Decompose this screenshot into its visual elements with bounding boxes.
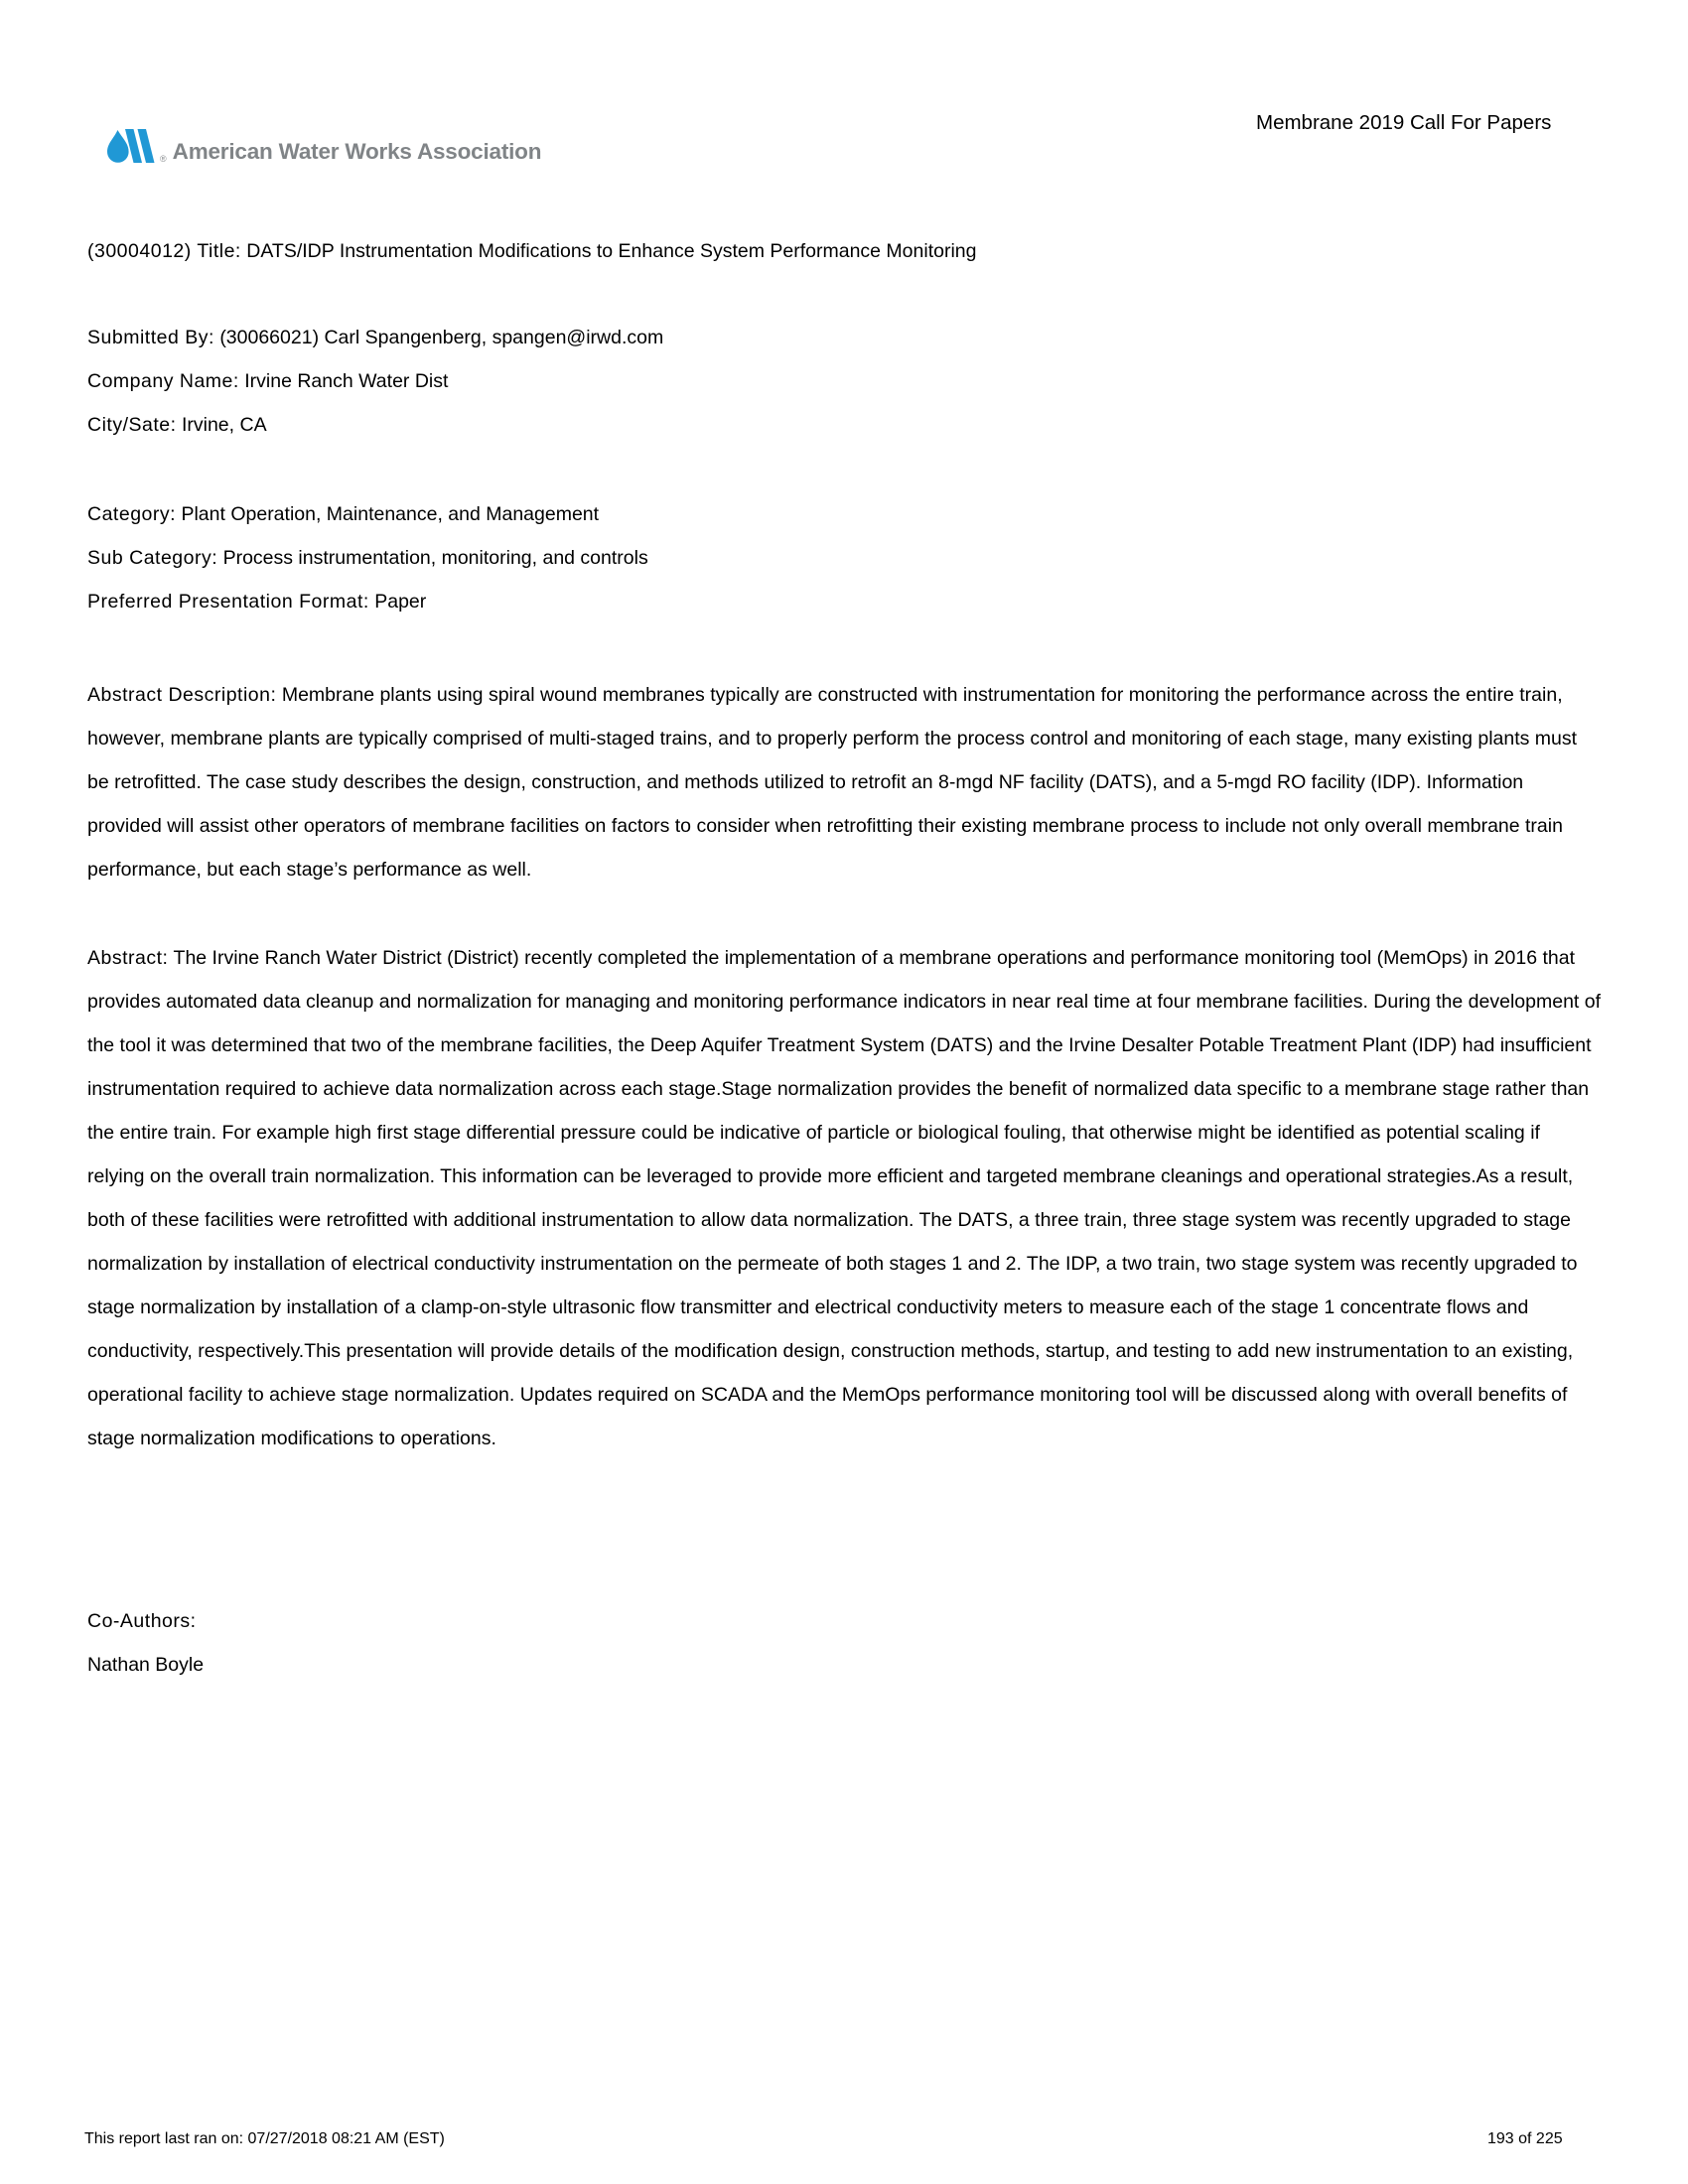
city-line — [87, 403, 1601, 447]
format-value: Paper — [374, 591, 427, 613]
footer-page-number: 193 of 225 — [1487, 2130, 1563, 2147]
submitted-by-value: (30066021) Carl Spangenberg, spangen@irwd.com — [219, 327, 664, 348]
abstract-label: Abstract: — [87, 947, 169, 969]
report-header-title: Membrane 2019 Call For Papers — [1256, 111, 1552, 134]
company-line — [87, 359, 1601, 403]
sub-category-label: Sub Category: — [87, 547, 218, 569]
abstract-description-label: Abstract Description: — [87, 684, 277, 706]
awwa-logo — [104, 127, 541, 165]
category-line — [87, 492, 1601, 536]
footer-last-ran: This report last ran on: 07/27/2018 08:21 AM (EST) — [84, 2130, 445, 2147]
company-label: Company Name: — [87, 370, 239, 392]
water-drop-icon — [104, 127, 158, 165]
submitted-by-label: Submitted By: — [87, 327, 214, 348]
submitted-by-line — [87, 316, 1601, 359]
category-label: Category: — [87, 503, 177, 525]
submission-title-label: (30004012) Title: — [87, 240, 241, 262]
abstract-description — [87, 673, 1601, 891]
city-value: Irvine, CA — [181, 414, 267, 436]
submitter-info — [87, 316, 1601, 447]
city-label: City/Sate: — [87, 414, 177, 436]
registered-mark: ® — [160, 154, 167, 164]
format-label: Preferred Presentation Format: — [87, 591, 369, 613]
logo-text: American Water Works Association — [172, 138, 542, 164]
sub-category-value: Process instrumentation, monitoring, and controls — [222, 547, 648, 569]
abstract-description-text: Membrane plants using spiral wound membranes typically are constructed with instrumentation for monitoring the performance across the entire train, however, membrane plants are typically comprised of multi-staged trains, and to properly perform the process control and monitoring of each stage, many existing plants must be retrofitted. The case study describes the design, construction, and methods utilized to retrofit an 8-mgd NF facility (DATS), and a 5-mgd RO facility (IDP). Information provided will assist other operators of membrane facilities on factors to consider when retrofitting their existing membrane process to include not only overall membrane train performance, but each stage’s performance as well. — [87, 684, 1578, 881]
sub-category-line — [87, 536, 1601, 580]
abstract — [87, 936, 1601, 1460]
company-value: Irvine Ranch Water Dist — [244, 370, 449, 392]
category-value: Plant Operation, Maintenance, and Management — [181, 503, 600, 525]
submission-title — [87, 229, 1601, 273]
category-info — [87, 492, 1601, 623]
co-authors-label: Co-Authors: — [87, 1610, 197, 1632]
co-author-name: Nathan Boyle — [87, 1654, 205, 1676]
submission-title-value: DATS/IDP Instrumentation Modifications to Enhance System Performance Monitoring — [246, 240, 977, 262]
format-line — [87, 580, 1601, 623]
abstract-text: The Irvine Ranch Water District (District) recently completed the implementation of a membrane operations and performance monitoring tool (MemOps) in 2016 that provides automated data cleanup and normalization for managing and monitoring performance indicators in near real time at four membrane facilities. During the development of the tool it was determined that two of the membrane facilities, the Deep Aquifer Treatment System (DATS) and the Irvine Desalter Potable Treatment Plant (IDP) had insufficient instrumentation required to achieve data normalization across each stage.Stage normalization provides the benefit of normalized data specific to a membrane stage rather than the entire train. For example high first stage differential pressure could be indicative of particle or biological fouling, that otherwise might be identified as potential scaling if relying on the overall train normalization. This information can be leveraged to provide more efficient and targeted membrane cleanings and operational strategies.As a result, both of these facilities were retrofitted with additional instrumentation to allow data normalization. The DATS, a three train, three stage system was recently upgraded to stage normalization by installation of electrical conductivity instrumentation on the permeate of both stages 1 and 2. The IDP, a two train, two stage system was recently upgraded to stage normalization by installation of a clamp-on-style ultrasonic flow transmitter and electrical conductivity meters to measure each of the stage 1 concentrate flows and conductivity, respectively.This presentation will provide details of the modification design, construction methods, startup, and testing to add new instrumentation to an existing, operational facility to achieve stage normalization. Updates required on SCADA and the MemOps performance monitoring tool will be discussed along with overall benefits of stage normalization modifications to operations. — [87, 947, 1602, 1449]
co-authors-section — [87, 1599, 1601, 1687]
